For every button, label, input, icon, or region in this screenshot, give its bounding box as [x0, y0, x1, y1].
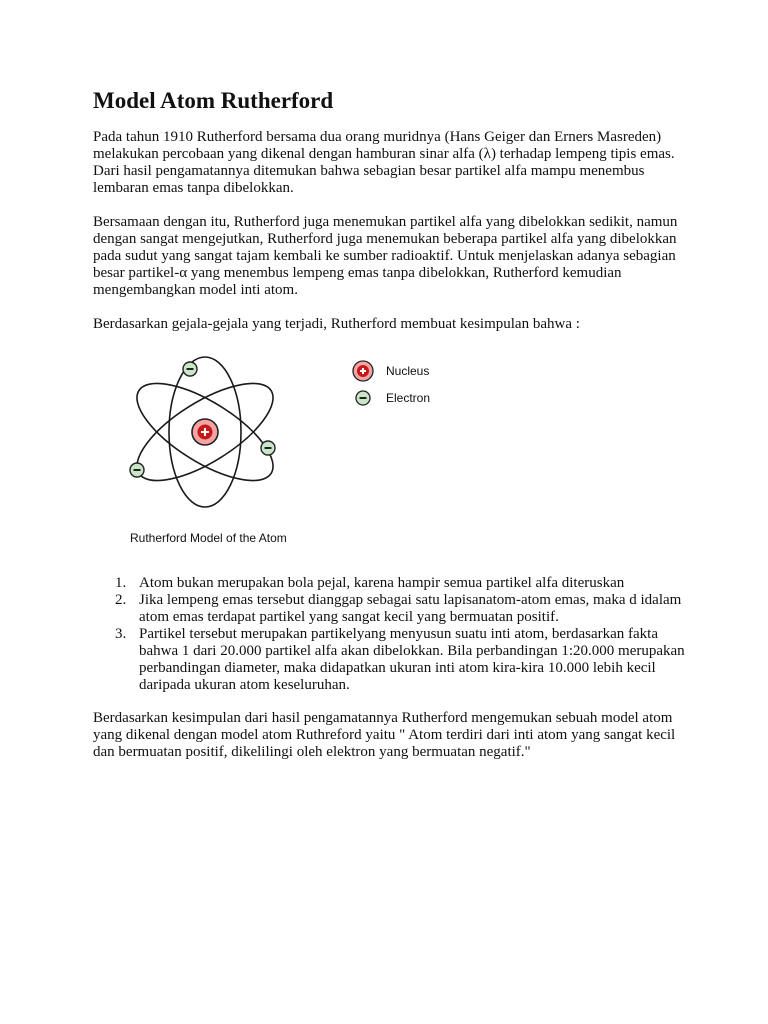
- list-item: [93, 575, 693, 592]
- list-text: Jika lempeng emas tersebut dianggap sebagai satu lapisanatom-atom emas, maka d idalam atom emas terdapat partikel yang sangat kecil yang bermuatan positif.: [139, 592, 682, 625]
- plus-icon: [352, 360, 374, 382]
- paragraph-1: Pada tahun 1910 Rutherford bersama dua orang muridnya (Hans Geiger dan Erners Masreden) melakukan percobaan yang dikenal dengan hamburan sinar alfa (λ) terhadap lempeng tipis emas. Dari hasil pengamatannya ditemukan bahwa sebagian besar partikel alfa mampu menembus lembaran emas tanpa dibelokkan.: [93, 129, 675, 196]
- nucleus-particle: [192, 419, 218, 445]
- legend-electron-label: Electron: [386, 391, 431, 405]
- paragraph-4: Berdasarkan kesimpulan dari hasil pengamatannya Rutherford mengemukan sebuah model atom yang dikenal dengan model atom Ruthreford yaitu " Atom terdiri dari inti atom yang sangat kecil dan bermuatan positif, dikelilingi oleh elektron yang bermuatan negatif.": [93, 710, 676, 760]
- list-item: [93, 626, 693, 694]
- list-text: Atom bukan merupakan bola pejal, karena hampir semua partikel alfa diteruskan: [139, 575, 625, 591]
- list-number: 2.: [115, 592, 127, 608]
- paragraph-3: Berdasarkan gejala-gejala yang terjadi, Rutherford membuat kesimpulan bahwa :: [93, 316, 580, 332]
- list-number: 3.: [115, 626, 127, 642]
- minus-icon: [352, 387, 374, 409]
- legend-nucleus: [352, 360, 429, 382]
- electron-particle: [130, 463, 144, 477]
- electron-particle: [261, 441, 275, 455]
- legend-nucleus-label: Nucleus: [386, 364, 430, 378]
- paragraph-2: Bersamaan dengan itu, Rutherford juga menemukan partikel alfa yang dibelokkan sedikit, namun dengan sangat mengejutkan, Rutherford juga menemukan beberapa partikel alfa yang dibelokkan pada sudut yang sangat tajam kembali ke sumber radioaktif. Untuk menjelaskan adanya sebagian besar partikel-α yang menembus lempeng emas tanpa dibelokkan, Rutherford kemudian mengembangkan model inti atom.: [93, 214, 678, 298]
- list-number: 1.: [115, 575, 127, 591]
- atom-diagram: [110, 352, 450, 552]
- list-item: [93, 592, 693, 626]
- figure-caption: Rutherford Model of the Atom: [130, 531, 287, 545]
- conclusion-list: [93, 575, 693, 694]
- page-title: Model Atom Rutherford: [93, 88, 334, 113]
- legend-electron: [352, 387, 430, 409]
- list-text: Partikel tersebut merupakan partikelyang menyusun suatu inti atom, berdasarkan fakta bahwa 1 dari 20.000 partikel alfa akan dibelokkan. Bila perbandingan 1:20.000 merupakan perbandingan diameter, maka didapatkan ukuran inti atom kira-kira 10.000 lebih kecil daripada ukuran atom keseluruhan.: [139, 626, 685, 693]
- electron-particle: [183, 362, 197, 376]
